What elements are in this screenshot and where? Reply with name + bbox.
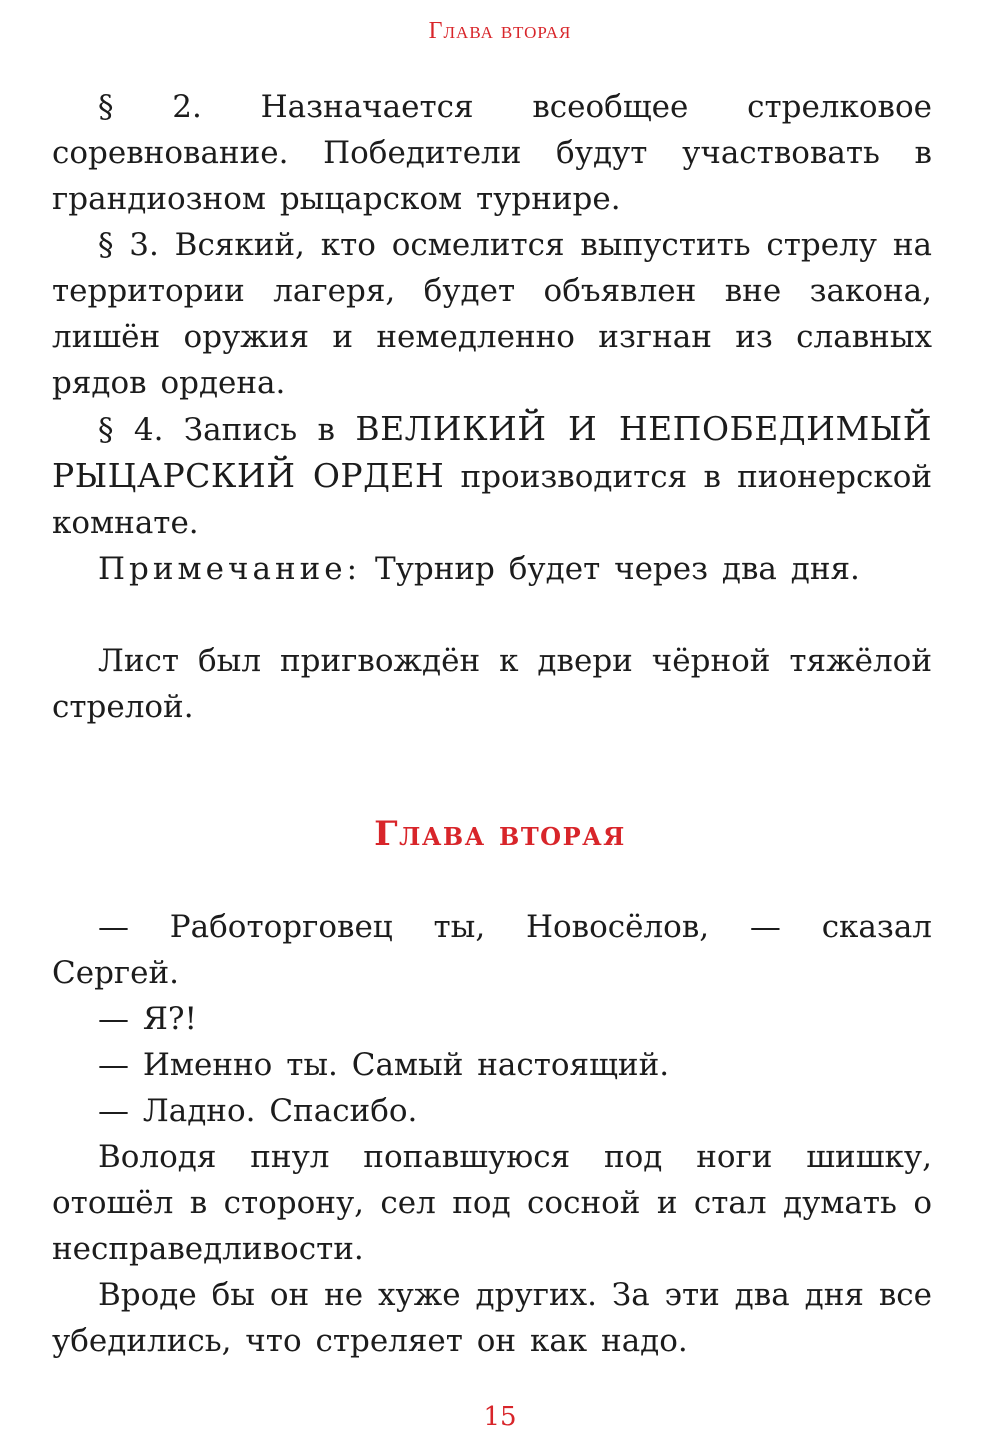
dialogue-line-3: — Именно ты. Самый настоящий.	[98, 1047, 670, 1083]
order-name: ВЕЛИКИЙ И НЕПОБЕДИМЫЙ РЫЦАРСКИЙ ОРДЕН	[52, 409, 933, 495]
paragraph-4-prefix: § 4. Запись в	[98, 412, 335, 448]
note-label: Примечание:	[98, 551, 362, 587]
chapter-section	[52, 904, 932, 1364]
narrative-paragraph-1: Володя пнул попавшуюся под ноги шишку, отошёл в сторону, сел под сосной и стал думать о несправедливости.	[52, 1139, 932, 1267]
narrative-paragraph-2: Вроде бы он не хуже других. За эти два дня все убедились, что стреляет он как надо.	[52, 1277, 932, 1359]
paragraph-4-suffix: производится в пионерской комнате.	[52, 459, 933, 541]
running-head: Глава вторая	[428, 18, 572, 44]
paragraph-2: § 2. Назначается всеобщее стрелковое соревнование. Победители будут участвовать в грандиозном рыцарском турнире.	[52, 89, 932, 217]
leaf-paragraph: Лист был пригвождён к двери чёрной тяжёлой стрелой.	[52, 643, 932, 725]
dialogue-line-1: — Работорговец ты, Новосёлов, — сказал Сергей.	[52, 909, 932, 991]
dialogue-line-2: — Я?!	[98, 1001, 197, 1037]
blank-line	[52, 592, 932, 638]
top-section	[52, 84, 932, 730]
paragraph-3: § 3. Всякий, кто осмелится выпустить стрелу на территории лагеря, будет объявлен вне закона, лишён оружия и немедленно изгнан из славных рядов ордена.	[52, 227, 932, 401]
page-number: 15	[483, 1402, 517, 1432]
note-text: Турнир будет через два дня.	[374, 551, 860, 587]
note	[52, 546, 932, 592]
paragraph-4	[52, 406, 932, 546]
chapter-title: Глава вторая	[374, 814, 626, 854]
dialogue-line-4: — Ладно. Спасибо.	[98, 1093, 418, 1129]
